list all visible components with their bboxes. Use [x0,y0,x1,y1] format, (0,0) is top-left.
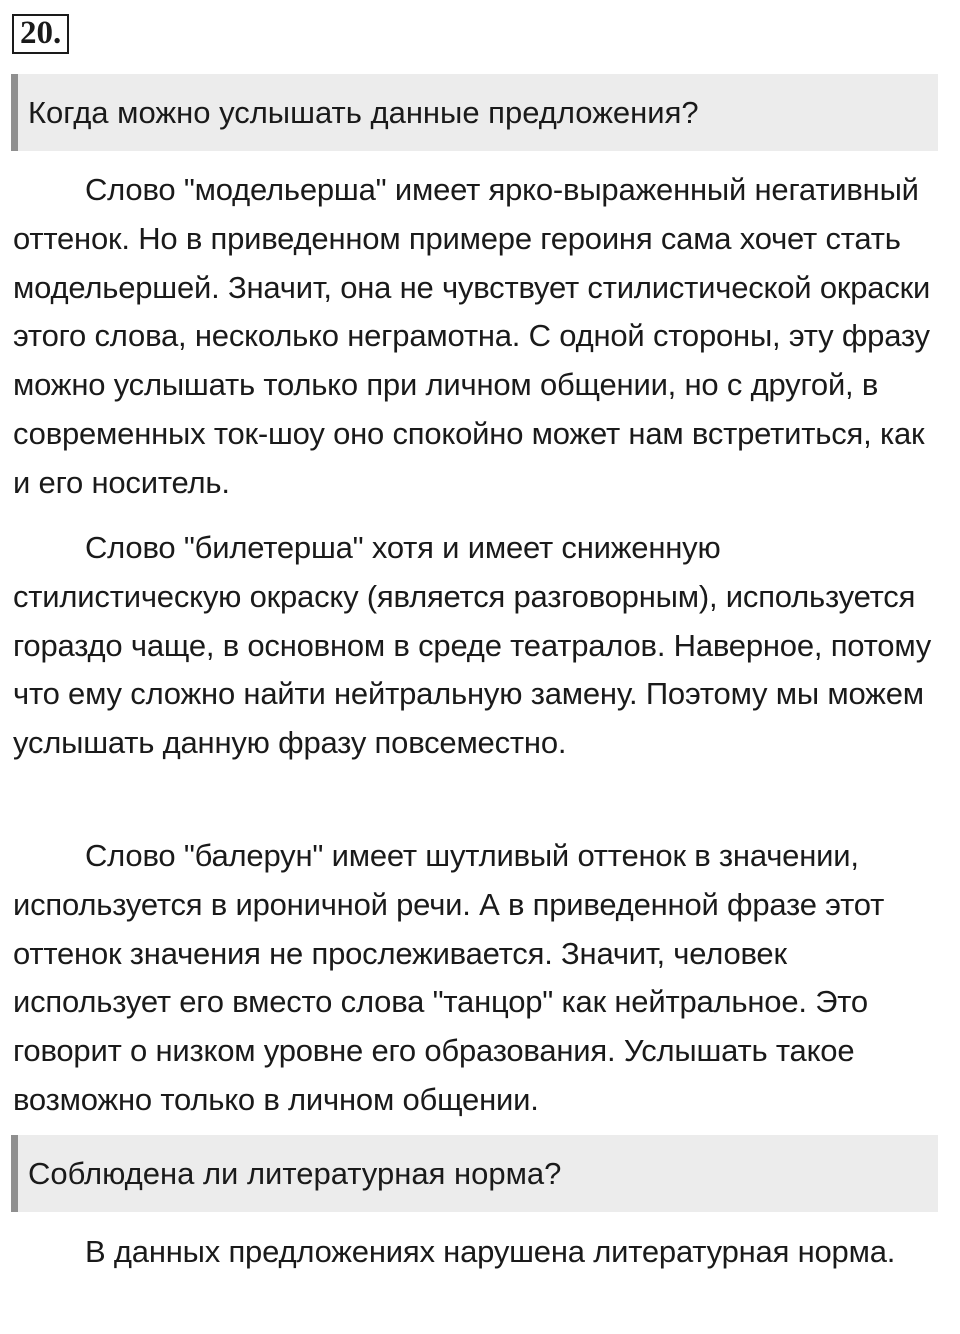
question-heading-2: Соблюдена ли литературная норма? [11,1135,938,1212]
answer-paragraph-2: Слово "билетерша" хотя и имеет сниженную стилистическую окраску (является разговорным), используется гораздо чаще, в основном в среде театралов. Наверное, потому что ему сложно найти нейтральную замену. Поэтому мы можем услышать данную фразу повсеместно. [13,530,932,761]
answer-paragraph-1: Слово "модельерша" имеет ярко-выраженный негативный оттенок. Но в приведенном примере героиня сама хочет стать модельершей. Значит, она не чувствует стилистической окраски этого слова, несколько неграмотна. С одной стороны, эту фразу можно услышать только при личном общении, но с другой, в современных ток-шоу оно спокойно может нам встретиться, как и его носитель. [13,172,931,500]
task-number: 20. [12,14,69,54]
answer-paragraph-3: Слово "балерун" имеет шутливый оттенок в значении, используется в ироничной речи. А в приведенной фразе этот оттенок значения не прослеживается. Значит, человек использует его вместо слова "танцор" как нейтральное. Это говорит о низком уровне его образования. Услышать такое возможно только в личном общении. [13,838,885,1117]
answer-paragraph-4: В данных предложениях нарушена литературная норма. [85,1234,896,1269]
question-heading-1: Когда можно услышать данные предложения? [11,74,938,151]
